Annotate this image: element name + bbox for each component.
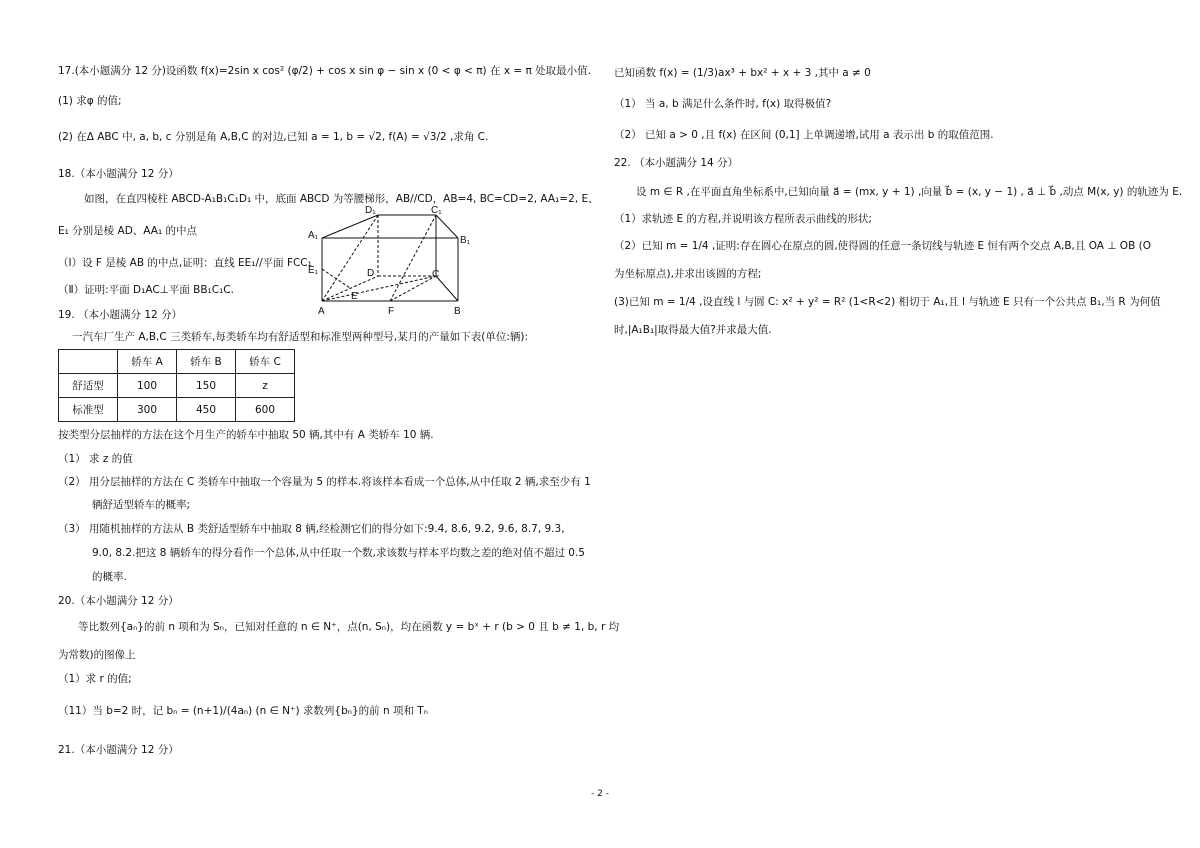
table-header-cell: 轿车 A — [118, 350, 177, 374]
q22-part3-line1: (3)已知 m = 1/4 ,设直线 l 与圆 C: x² + y² = R² (1<R<2) 相切于 A₁,且 l 与轨迹 E 只有一个公共点 B₁,当 R 为何值 — [614, 296, 1161, 308]
table-cell: 舒适型 — [59, 374, 118, 398]
q18-part2: （Ⅱ）证明:平面 D₁AC⊥平面 BB₁C₁C. — [58, 284, 234, 296]
label-d: D — [367, 268, 375, 279]
q17-part1: (1) 求φ 的值; — [58, 95, 122, 107]
q21-heading: 21.（本小题满分 12 分） — [58, 744, 179, 756]
q19-part3-line2: 9.0, 8.2.把这 8 辆轿车的得分看作一个总体,从中任取一个数,求该数与样本平均数之差的绝对值不超过 0.5 — [92, 547, 585, 559]
q22-heading: 22. （本小题满分 14 分） — [614, 157, 739, 169]
q20-text-line1: 等比数列{aₙ}的前 n 项和为 Sₙ，已知对任意的 n ∈ N⁺，点(n, Sₙ)，均在函数 y = bˣ + r (b > 0 且 b ≠ 1, b, r 均 — [78, 621, 620, 633]
table-cell: 600 — [236, 398, 295, 422]
q20-part2: （11）当 b=2 时，记 bₙ = (n+1)/(4aₙ) (n ∈ N⁺) 求数列{bₙ}的前 n 项和 Tₙ — [58, 705, 428, 717]
q19-after-table: 按类型分层抽样的方法在这个月生产的轿车中抽取 50 辆,其中有 A 类轿车 10 辆. — [58, 429, 434, 441]
q22-part2-line1: （2）已知 m = 1/4 ,证明:存在圆心在原点的圆,使得圆的任意一条切线与轨迹 E 恒有两个交点 A,B,且 OA ⊥ OB (O — [614, 240, 1151, 252]
q22-text-line1: 设 m ∈ R ,在平面直角坐标系中,已知向量 a⃗ = (mx, y + 1) ,向量 b⃗ = (x, y − 1) , a⃗ ⊥ b⃗ ,动点 M(x, y) 的轨迹为 E. — [636, 186, 1183, 198]
table-header-cell: 轿车 C — [236, 350, 295, 374]
label-b: B — [454, 306, 461, 317]
production-table — [58, 349, 295, 422]
table-cell: 150 — [177, 374, 236, 398]
label-f: F — [388, 306, 395, 317]
label-a1: A₁ — [308, 230, 319, 241]
q19-part2-line2: 辆舒适型轿车的概率; — [92, 499, 191, 511]
table-cell: z — [236, 374, 295, 398]
table-cell: 300 — [118, 398, 177, 422]
q21-part1: （1） 当 a, b 满足什么条件时, f(x) 取得极值? — [614, 98, 832, 110]
table-header-row — [59, 350, 295, 374]
q17-heading: 17.(本小题满分 12 分)设函数 f(x)=2sin x cos² (φ/2) + cos x sin φ − sin x (0 < φ < π) 在 x = π 处取最小值. — [58, 65, 591, 77]
q17-part2: (2) 在Δ ABC 中, a, b, c 分别是角 A,B,C 的对边,已知 a = 1, b = √2, f(A) = √3/2 ,求角 C. — [58, 131, 489, 143]
q18-part1: （Ⅰ）设 F 是棱 AB 的中点,证明：直线 EE₁//平面 FCC₁ — [58, 257, 312, 269]
q20-heading: 20.（本小题满分 12 分） — [58, 595, 179, 607]
label-d1: D₁ — [365, 205, 376, 216]
label-a: A — [318, 306, 325, 317]
q20-text-line2: 为常数)的图像上 — [58, 649, 136, 661]
table-cell: 标准型 — [59, 398, 118, 422]
q19-part2-line1: （2） 用分层抽样的方法在 C 类轿车中抽取一个容量为 5 的样本.将该样本看成一个总体,从中任取 2 辆,求至少有 1 — [58, 476, 591, 488]
q21-part2: （2） 已知 a > 0 ,且 f(x) 在区间 (0,1] 上单调递增,试用 a 表示出 b 的取值范围. — [614, 129, 994, 141]
table-row — [59, 398, 295, 422]
label-e1: E₁ — [308, 265, 319, 276]
label-c1: C₁ — [431, 205, 442, 216]
q19-part3-line1: （3） 用随机抽样的方法从 B 类舒适型轿车中抽取 8 辆,经检测它们的得分如下:9.4, 8.6, 9.2, 9.6, 8.7, 9.3, — [58, 523, 565, 535]
page-number: - 2 - — [591, 789, 609, 799]
q18-text-line1: 如图，在直四棱柱 ABCD-A₁B₁C₁D₁ 中，底面 ABCD 为等腰梯形，AB//CD，AB=4, BC=CD=2, AA₁=2, E、 — [84, 193, 599, 205]
label-c: C — [432, 269, 440, 280]
table-row — [59, 374, 295, 398]
q18-heading: 18.（本小题满分 12 分） — [58, 168, 179, 180]
q22-part1: （1）求轨迹 E 的方程,并说明该方程所表示曲线的形状; — [614, 213, 872, 225]
label-e: E — [351, 291, 358, 302]
table-header-cell: 轿车 B — [177, 350, 236, 374]
q19-part3-line3: 的概率. — [92, 571, 127, 583]
q18-text-line2: E₁ 分别是棱 AD、AA₁ 的中点 — [58, 225, 197, 237]
table-cell: 100 — [118, 374, 177, 398]
q19-heading: 19. （本小题满分 12 分） — [58, 309, 183, 321]
q20-part1: （1）求 r 的值; — [58, 673, 132, 685]
q19-intro: 一汽车厂生产 A,B,C 三类轿车,每类轿车均有舒适型和标准型两种型号,某月的产量如下表(单位:辆): — [72, 331, 529, 343]
prism-figure — [308, 202, 528, 317]
q21-function-def: 已知函数 f(x) = (1/3)ax³ + bx² + x + 3 ,其中 a ≠ 0 — [614, 67, 871, 79]
table-cell: 450 — [177, 398, 236, 422]
q22-part3-line2: 时,|A₁B₁|取得最大值?并求最大值. — [614, 324, 772, 336]
q19-part1: （1） 求 z 的值 — [58, 453, 133, 465]
table-header-cell — [59, 350, 118, 374]
q22-part2-line2: 为坐标原点),并求出该圆的方程; — [614, 268, 762, 280]
label-b1: B₁ — [460, 235, 471, 246]
